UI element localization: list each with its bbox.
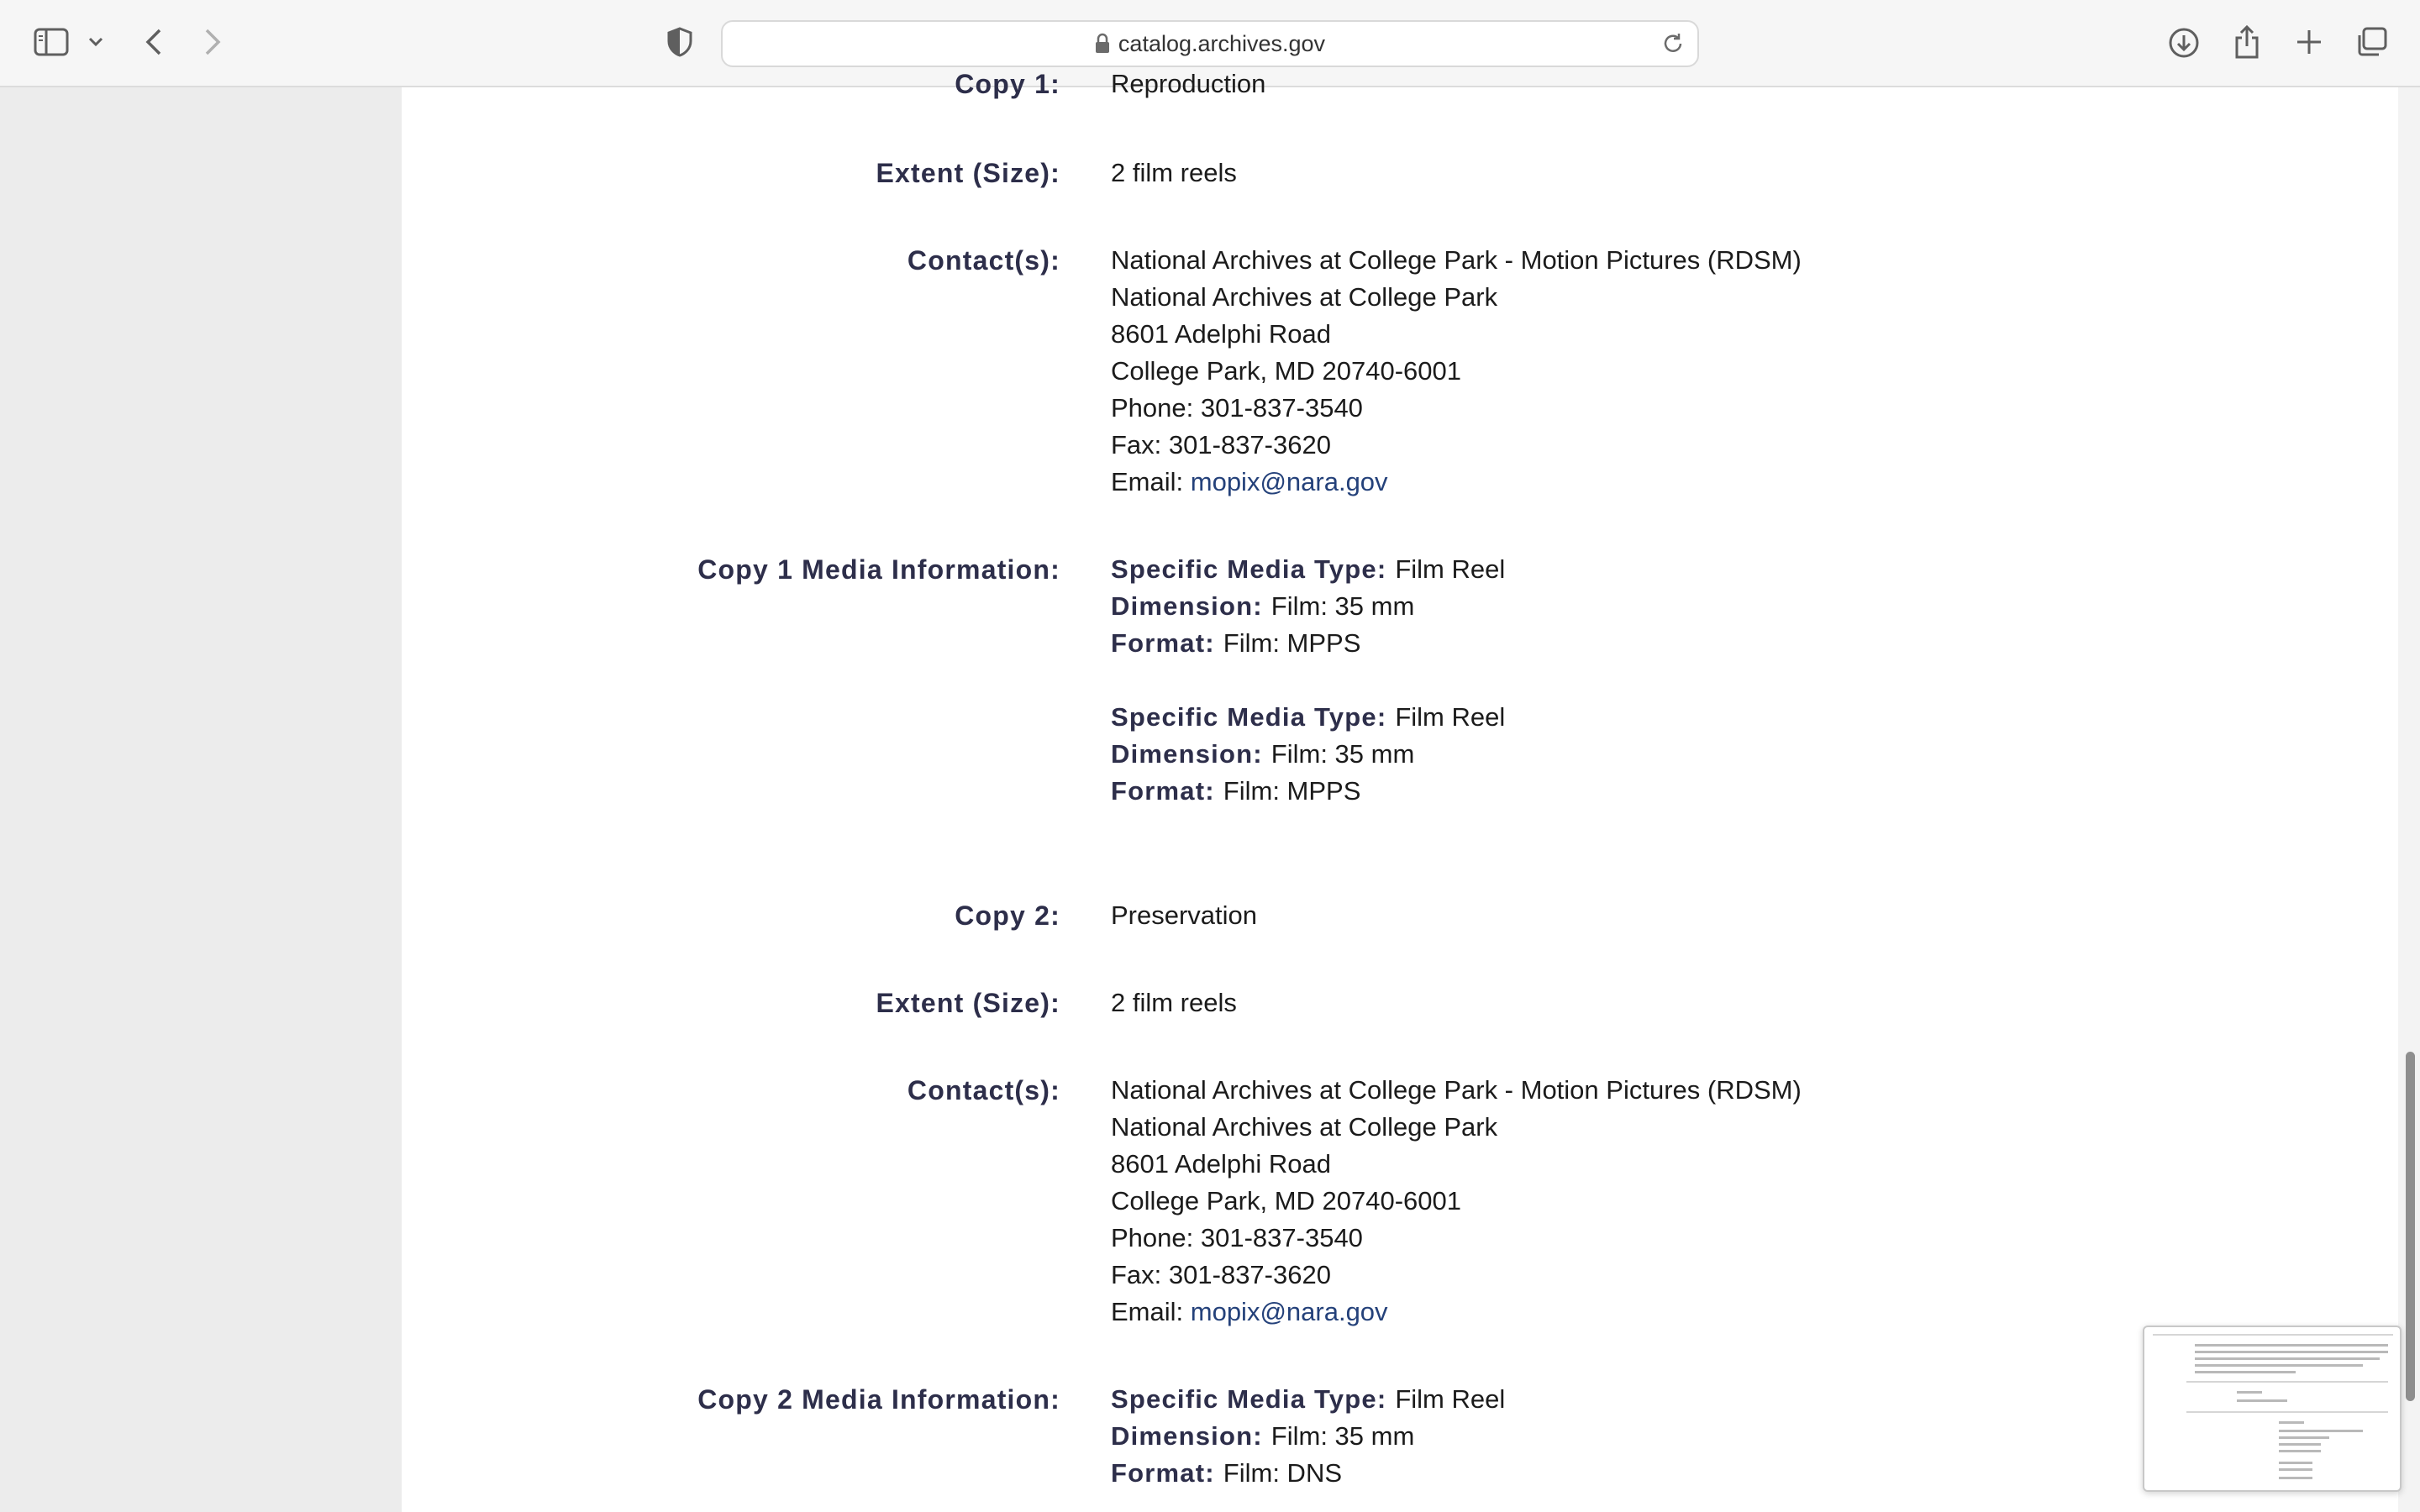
new-tab-icon[interactable]	[2292, 25, 2326, 59]
copy1-extent-value: 2 film reels	[1111, 158, 1237, 187]
thumb-line	[2195, 1357, 2380, 1360]
chevron-down-icon[interactable]	[86, 32, 106, 52]
thumb-line	[2195, 1364, 2363, 1367]
copy1-value: Reproduction	[1111, 69, 1266, 98]
media-type-value: Film Reel	[1395, 1384, 1506, 1414]
thumb-line	[2195, 1344, 2388, 1347]
contact-line: 8601 Adelphi Road	[1111, 319, 1332, 349]
media-dimension-value: Film: 35 mm	[1270, 591, 1415, 621]
media-dimension-value: Film: 35 mm	[1270, 1421, 1415, 1451]
contact-line: National Archives at College Park - Motion Pictures (RDSM)	[1111, 1075, 1802, 1105]
media-dimension	[1111, 736, 2203, 773]
back-icon[interactable]	[139, 25, 168, 59]
email-prefix: Email:	[1111, 467, 1191, 496]
scrollbar-thumb[interactable]	[2406, 1052, 2415, 1401]
media-dimension-key: Dimension:	[1111, 739, 1263, 769]
page-left-margin	[0, 87, 402, 1512]
thumb-line	[2186, 1381, 2388, 1383]
thumb-line	[2279, 1443, 2321, 1446]
thumb-line	[2279, 1436, 2329, 1439]
contact-line: Fax: 301-837-3620	[1111, 430, 1331, 459]
email-line	[1111, 464, 2203, 501]
media-format	[1111, 773, 2203, 810]
thumb-line	[2279, 1430, 2363, 1432]
media-type-key: Specific Media Type:	[1111, 554, 1387, 584]
contact-line: Fax: 301-837-3620	[1111, 1260, 1331, 1289]
thumb-line	[2279, 1450, 2321, 1452]
share-icon[interactable]	[2230, 24, 2264, 60]
thumb-line	[2279, 1468, 2312, 1471]
copy1-extent-label: Extent (Size):	[876, 158, 1060, 188]
thumb-line	[2237, 1391, 2262, 1394]
lock-icon	[1095, 34, 1110, 54]
page-thumbnail-preview[interactable]	[2143, 1326, 2402, 1492]
contact-line: Phone: 301-837-3540	[1111, 393, 1363, 423]
media-format-key: Format:	[1111, 1458, 1215, 1488]
thumb-line	[2237, 1399, 2287, 1402]
email-line	[1111, 1294, 2203, 1331]
contact-line: College Park, MD 20740-6001	[1111, 1186, 1462, 1215]
media-type-key: Specific Media Type:	[1111, 1384, 1387, 1414]
media-format-value: Film: DNS	[1223, 1458, 1343, 1488]
download-icon[interactable]	[2166, 25, 2202, 60]
tabs-overview-icon[interactable]	[2354, 25, 2390, 59]
media-format	[1111, 1455, 2203, 1492]
thumb-line	[2195, 1351, 2388, 1353]
copy1-media	[1111, 551, 2203, 810]
copy2-value: Preservation	[1111, 900, 1258, 930]
media-type-key: Specific Media Type:	[1111, 702, 1387, 732]
record-details	[402, 69, 2398, 1512]
email-prefix: Email:	[1111, 1297, 1191, 1326]
address-bar[interactable]	[721, 20, 1699, 67]
thumb-line	[2153, 1334, 2393, 1336]
contact-line: National Archives at College Park	[1111, 282, 1498, 312]
thumb-line	[2195, 1371, 2296, 1373]
url-text: catalog.archives.gov	[1118, 30, 1326, 56]
email-link[interactable]: mopix@nara.gov	[1190, 1297, 1388, 1326]
media-format-key: Format:	[1111, 776, 1215, 806]
copy2-media	[1111, 1381, 2203, 1492]
copy2-extent-label: Extent (Size):	[876, 988, 1060, 1018]
thumb-line	[2279, 1462, 2312, 1464]
media-dimension-key: Dimension:	[1111, 1421, 1263, 1451]
forward-icon[interactable]	[198, 25, 227, 59]
media-format-value: Film: MPPS	[1223, 776, 1361, 806]
sidebar-icon[interactable]	[32, 25, 71, 59]
media-format-key: Format:	[1111, 628, 1215, 658]
media-type	[1111, 699, 2203, 736]
media-type	[1111, 551, 2203, 588]
contact-line: National Archives at College Park	[1111, 1112, 1498, 1142]
media-type-value: Film Reel	[1395, 554, 1506, 584]
copy2-contacts-label: Contact(s):	[907, 1075, 1060, 1105]
media-dimension	[1111, 1418, 2203, 1455]
thumb-line	[2279, 1421, 2304, 1424]
contact-line: Phone: 301-837-3540	[1111, 1223, 1363, 1252]
reload-icon[interactable]	[1660, 31, 1686, 60]
copy1-media-label: Copy 1 Media Information:	[697, 554, 1060, 585]
contact-line: 8601 Adelphi Road	[1111, 1149, 1332, 1179]
thumb-line	[2186, 1411, 2388, 1413]
media-type-value: Film Reel	[1395, 702, 1506, 732]
media-format-value: Film: MPPS	[1223, 628, 1361, 658]
media-type	[1111, 1381, 2203, 1418]
media-dimension	[1111, 588, 2203, 625]
thumb-line	[2279, 1477, 2312, 1479]
copy2-extent-value: 2 film reels	[1111, 988, 1237, 1017]
media-format	[1111, 625, 2203, 662]
email-link[interactable]: mopix@nara.gov	[1190, 467, 1388, 496]
media-dimension-value: Film: 35 mm	[1270, 739, 1415, 769]
copy2-label: Copy 2:	[955, 900, 1060, 931]
copy1-contacts	[1111, 242, 2203, 501]
shield-icon[interactable]	[664, 25, 696, 59]
copy2-media-label: Copy 2 Media Information:	[697, 1384, 1060, 1415]
copy1-label: Copy 1:	[955, 69, 1060, 99]
contact-line: National Archives at College Park - Motion Pictures (RDSM)	[1111, 245, 1802, 275]
copy1-contacts-label: Contact(s):	[907, 245, 1060, 276]
contact-line: College Park, MD 20740-6001	[1111, 356, 1462, 386]
copy2-contacts	[1111, 1072, 2203, 1331]
media-spacer	[1111, 662, 2203, 699]
media-dimension-key: Dimension:	[1111, 591, 1263, 621]
